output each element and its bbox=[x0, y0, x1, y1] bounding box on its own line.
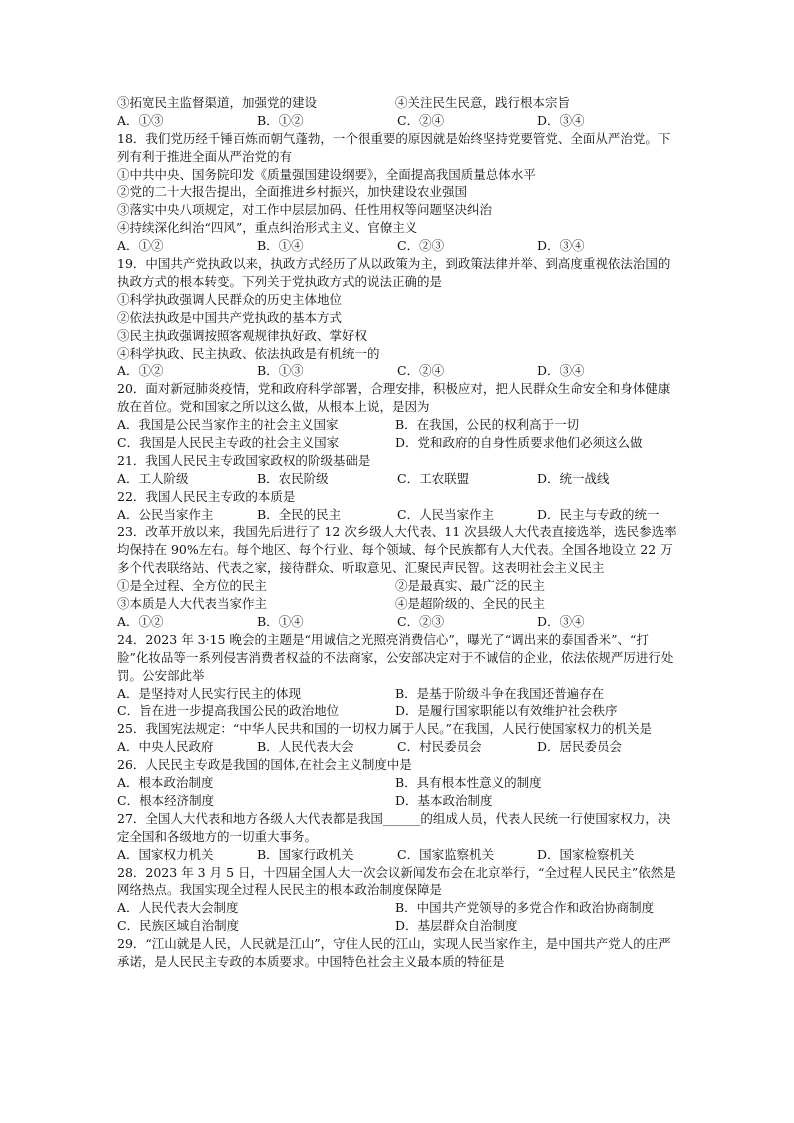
statement: ②是最真实、最广泛的民主 bbox=[395, 578, 546, 594]
choice-b[interactable]: B．①④ bbox=[257, 238, 304, 254]
choice-b[interactable]: B．国家行政机关 bbox=[257, 846, 354, 862]
choice-a[interactable]: A．①③ bbox=[117, 112, 164, 128]
q23-choices bbox=[117, 613, 679, 631]
choice-b[interactable]: B．中国共产党领导的多党合作和政治协商制度 bbox=[395, 900, 655, 916]
choice-a[interactable]: A．工人阶级 bbox=[117, 470, 189, 486]
choice-c[interactable]: C．旨在进一步提高我国公民的政治地位 bbox=[117, 703, 340, 719]
q20-choices-row1 bbox=[117, 416, 679, 434]
choice-d[interactable]: D．基层群众自治制度 bbox=[395, 918, 518, 934]
q22-stem: 22．我国人民民主专政的本质是 bbox=[117, 488, 296, 504]
choice-b[interactable]: B．①③ bbox=[257, 363, 304, 379]
choice-d[interactable]: D．国家检察机关 bbox=[537, 846, 635, 862]
choice-c[interactable]: C．②④ bbox=[397, 112, 445, 128]
exam-page bbox=[117, 94, 679, 971]
statement: ③民主执政强调按照客观规律执好政、掌好权 bbox=[117, 327, 368, 343]
choice-d[interactable]: D．基本政治制度 bbox=[395, 792, 493, 808]
q19-choices bbox=[117, 362, 679, 380]
q24-stem: 24．2023 年 3·15 晚会的主题是“用诚信之光照亮消费信心”，曝光了“调出来的泰国香米”、“打脸”化妆品等一系列侵害消费者权益的不法商家，公安部决定对于不诚信的企业，依法依规严厉进行处罚。公安部此举 bbox=[117, 631, 674, 683]
choice-a[interactable]: A．①② bbox=[117, 238, 164, 254]
choice-c[interactable]: C．村民委员会 bbox=[397, 739, 482, 755]
statement: ①是全过程、全方位的民主 bbox=[117, 578, 268, 594]
q23-stem: 23．改革开放以来，我国先后进行了 12 次乡级人大代表、11 次县级人大代表直接选举，选民参选率均保持在 90%左右。每个地区、每个行业、每个领域、每个民族都有人大代表。全国各地设立 22 万多个代表联络站、代表之家，接待群众、听取意见、汇聚民声民智。这表明社会主义民主 bbox=[117, 524, 677, 576]
choice-d[interactable]: D．③④ bbox=[537, 363, 585, 379]
choice-a[interactable]: A．我国是公民当家作主的社会主义国家 bbox=[117, 417, 339, 433]
q18-stem: 18．我们党历经千锤百炼而朝气蓬勃，一个很重要的原因就是始终坚持党要管党、全面从严治党。下列有利于推进全面从严治党的有 bbox=[117, 130, 671, 164]
q17-choices bbox=[117, 112, 679, 130]
q28-choices-row2 bbox=[117, 917, 679, 935]
choice-c[interactable]: C．工农联盟 bbox=[397, 470, 470, 486]
statement: ④持续深化纠治“四风”，重点纠治形式主义、官僚主义 bbox=[117, 220, 418, 236]
q24-choices-row2 bbox=[117, 702, 679, 720]
statement: ③拓宽民主监督渠道，加强党的建设 bbox=[117, 95, 318, 110]
statement: ①科学执政强调人民群众的历史主体地位 bbox=[117, 291, 343, 307]
statement: ③本质是人大代表当家作主 bbox=[117, 596, 268, 612]
choice-a[interactable]: A．①② bbox=[117, 613, 164, 629]
q27-stem: 27．全国人大代表和地方各级人大代表都是我国______的组成人员，代表人民统一行使国家权力，决定全国和各级地方的一切重大事务。 bbox=[117, 810, 671, 844]
q25-choices bbox=[117, 738, 679, 756]
q23-statements-row1 bbox=[117, 577, 679, 595]
choice-d[interactable]: D．统一战线 bbox=[537, 470, 610, 486]
statement: ④科学执政、民主执政、依法执政是有机统一的 bbox=[117, 345, 380, 361]
q22-choices bbox=[117, 506, 679, 524]
q26-choices-row2 bbox=[117, 792, 679, 810]
q28-choices-row1 bbox=[117, 899, 679, 917]
choice-b[interactable]: B．①② bbox=[257, 112, 304, 128]
q25-stem: 25．我国宪法规定：“中华人民共和国的一切权力属于人民。”在我国，人民行使国家权力的机关是 bbox=[117, 721, 652, 737]
choice-a[interactable]: A．①② bbox=[117, 363, 164, 379]
choice-b[interactable]: B．全民的民主 bbox=[257, 506, 342, 522]
choice-b[interactable]: B．是基于阶级斗争在我国还普遍存在 bbox=[395, 685, 605, 701]
choice-a[interactable]: A．中央人民政府 bbox=[117, 739, 214, 755]
choice-b[interactable]: B．①④ bbox=[257, 613, 304, 629]
q21-choices bbox=[117, 470, 679, 488]
choice-c[interactable]: C．我国是人民民主专政的社会主义国家 bbox=[117, 435, 340, 451]
choice-a[interactable]: A．国家权力机关 bbox=[117, 846, 214, 862]
choice-d[interactable]: D．民主与专政的统一 bbox=[537, 506, 660, 522]
q26-choices-row1 bbox=[117, 774, 679, 792]
q29-stem: 29．“江山就是人民，人民就是江山”，守住人民的江山，实现人民当家作主，是中国共产党人的庄严承诺，是人民民主专政的本质要求。中国特色社会主义最本质的特征是 bbox=[117, 936, 671, 970]
statement: ③落实中央八项规定，对工作中层层加码、任性用权等问题坚决纠治 bbox=[117, 202, 493, 218]
choice-c[interactable]: C．根本经济制度 bbox=[117, 792, 215, 808]
statement: ④关注民生民意，践行根本宗旨 bbox=[395, 95, 571, 110]
q17-statements-row bbox=[117, 94, 679, 112]
choice-a[interactable]: A．公民当家作主 bbox=[117, 506, 214, 522]
q27-choices bbox=[117, 846, 679, 864]
choice-d[interactable]: D．居民委员会 bbox=[537, 739, 623, 755]
choice-c[interactable]: C．②④ bbox=[397, 363, 445, 379]
statement: ④是超阶级的、全民的民主 bbox=[395, 596, 546, 612]
choice-d[interactable]: D．③④ bbox=[537, 112, 585, 128]
choice-c[interactable]: C．②③ bbox=[397, 613, 445, 629]
q19-stem: 19．中国共产党执政以来，执政方式经历了从以政策为主，到政策法律并举、到高度重视依法治国的执政方式的根本转变。下列关于党执政方式的说法正确的是 bbox=[117, 256, 671, 289]
choice-c[interactable]: C．国家监察机关 bbox=[397, 846, 495, 862]
q20-stem: 20．面对新冠肺炎疫情，党和政府科学部署，合理安排，积极应对，把人民群众生命安全和身体健康放在首位。党和国家之所以这么做，从根本上说，是因为 bbox=[117, 381, 671, 415]
choice-c[interactable]: C．民族区域自治制度 bbox=[117, 918, 240, 934]
statement: ②依法执政是中国共产党执政的基本方式 bbox=[117, 309, 343, 325]
choice-c[interactable]: C．②③ bbox=[397, 238, 445, 254]
choice-d[interactable]: D．③④ bbox=[537, 613, 585, 629]
choice-d[interactable]: D．③④ bbox=[537, 238, 585, 254]
q26-stem: 26．人民民主专政是我国的国体,在社会主义制度中是 bbox=[117, 757, 412, 773]
choice-b[interactable]: B．具有根本性意义的制度 bbox=[395, 775, 542, 791]
choice-b[interactable]: B．农民阶级 bbox=[257, 470, 329, 486]
q28-stem: 28．2023 年 3 月 5 日，十四届全国人大一次会议新闻发布会在北京举行，“全过程人民民主”依然是网络热点。我国实现全过程人民民主的根本政治制度保障是 bbox=[117, 864, 676, 898]
choice-a[interactable]: A．根本政治制度 bbox=[117, 775, 214, 791]
q20-choices-row2 bbox=[117, 434, 679, 452]
choice-d[interactable]: D．党和政府的自身性质要求他们必须这么做 bbox=[395, 435, 643, 451]
q23-statements-row2 bbox=[117, 595, 679, 613]
statement: ①中共中央、国务院印发《质量强国建设纲要》，全面提高我国质量总体水平 bbox=[117, 166, 536, 182]
choice-a[interactable]: A．是坚持对人民实行民主的体现 bbox=[117, 685, 302, 701]
q18-choices bbox=[117, 237, 679, 255]
statement: ②党的二十大报告提出，全面推进乡村振兴，加快建设农业强国 bbox=[117, 184, 468, 200]
choice-b[interactable]: B．在我国，公民的权利高于一切 bbox=[395, 417, 580, 433]
choice-d[interactable]: D．是履行国家职能以有效维护社会秩序 bbox=[395, 703, 618, 719]
choice-b[interactable]: B．人民代表大会 bbox=[257, 739, 354, 755]
choice-c[interactable]: C．人民当家作主 bbox=[397, 506, 495, 522]
choice-a[interactable]: A．人民代表大会制度 bbox=[117, 900, 239, 916]
q21-stem: 21．我国人民民主专政国家政权的阶级基础是 bbox=[117, 452, 371, 468]
q24-choices-row1 bbox=[117, 685, 679, 703]
